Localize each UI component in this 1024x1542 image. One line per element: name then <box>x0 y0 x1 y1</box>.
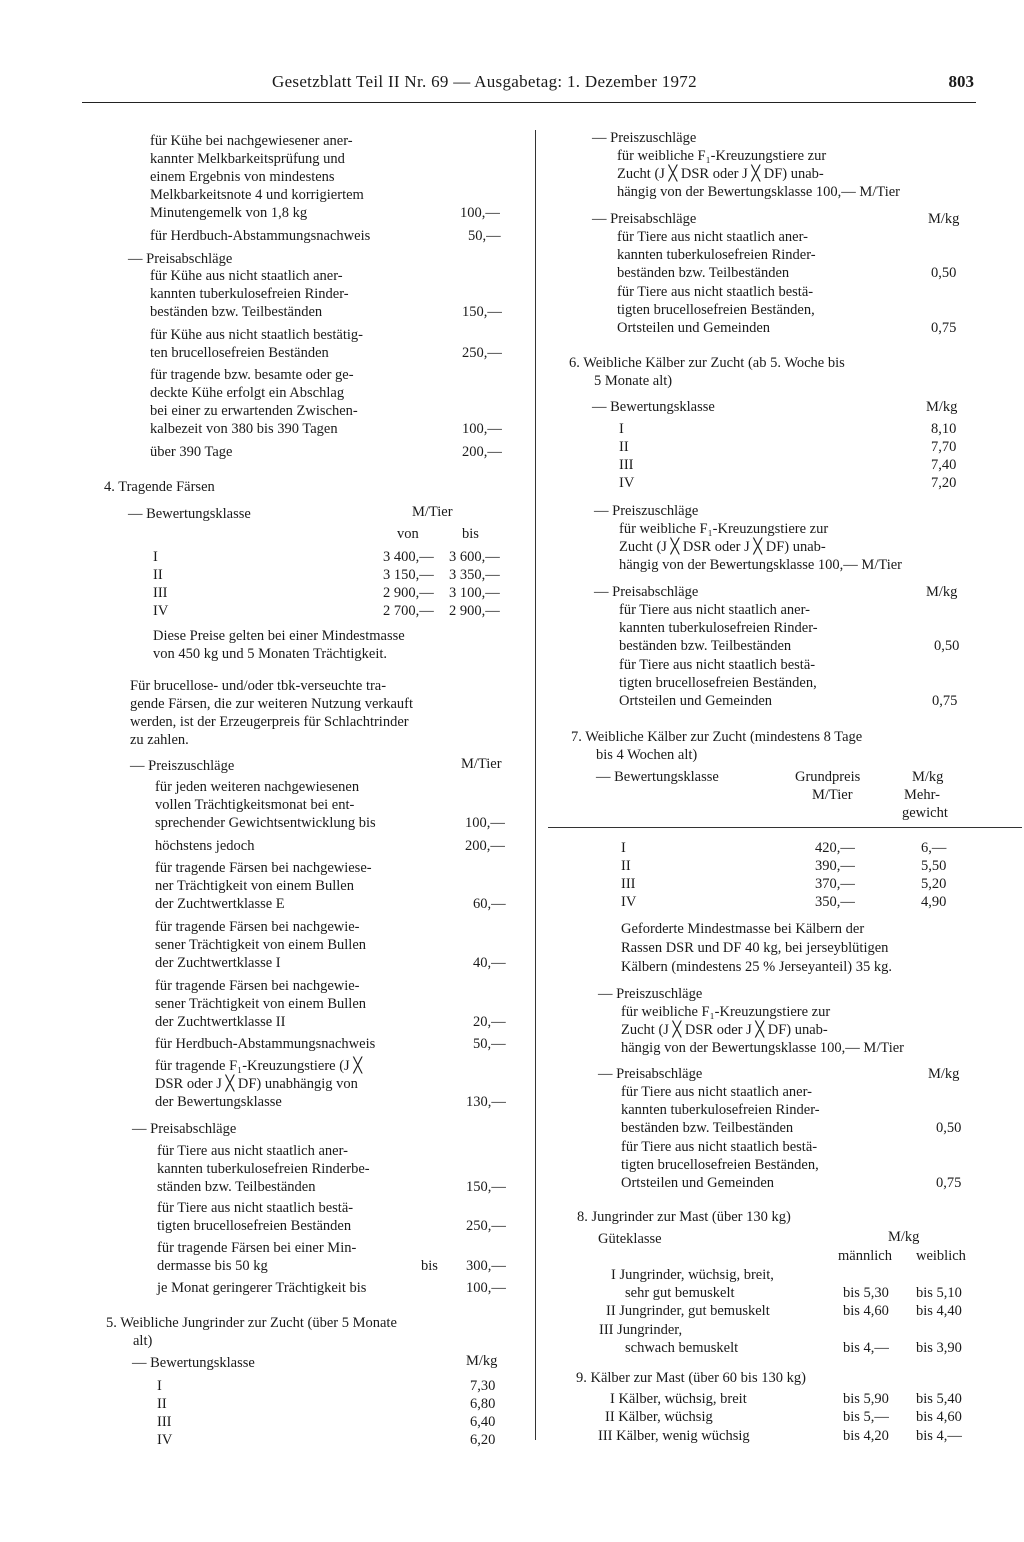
unit-label: M/kg <box>926 399 958 415</box>
unit-label: M/kg <box>928 1066 960 1082</box>
grade-label: I Jungrinder, wüchsig, breit, <box>611 1267 774 1283</box>
text-line: für Tiere aus nicht staatlich bestä- <box>619 657 816 673</box>
price-from: 2 700,— <box>383 603 434 619</box>
text-line: für Tiere aus nicht staatlich aner- <box>619 602 810 618</box>
column-label: Mehr- <box>904 787 940 803</box>
text-line: für weibliche F₁-Kreuzungstiere zur <box>619 521 829 537</box>
text-line: für tragende bzw. besamte oder ge- <box>150 367 354 383</box>
price-female: bis 4,— <box>916 1428 962 1444</box>
column-label: M/kg <box>912 769 944 785</box>
text-line: für tragende Färsen bei einer Min- <box>157 1240 357 1256</box>
price-male: bis 4,— <box>843 1340 889 1356</box>
text-line: kannten tuberkulosefreien Rinder- <box>621 1102 820 1118</box>
price-female: bis 4,60 <box>916 1409 962 1425</box>
text-line: für tragende Färsen bei nachgewie- <box>155 919 360 935</box>
grade-label: III Kälber, wenig wüchsig <box>598 1428 750 1444</box>
price-value: 7,30 <box>470 1378 496 1394</box>
price-value: 100,— <box>462 421 502 437</box>
text-line: beständen bzw. Teilbeständen <box>617 265 790 281</box>
page-number: 803 <box>948 72 974 91</box>
price-value: 100,— <box>460 205 500 221</box>
class-label: I <box>621 840 626 856</box>
class-label: I <box>157 1378 162 1394</box>
text-line: kannten tuberkulosefreien Rinderbe- <box>157 1161 370 1177</box>
price-value: 420,— <box>815 840 855 856</box>
price-value: 6,40 <box>470 1414 496 1430</box>
text-line: Ortsteilen und Gemeinden <box>621 1175 775 1191</box>
text-line: DSR oder J ╳ DF) unabhängig von <box>155 1076 358 1092</box>
text-line: für jeden weiteren nachgewiesenen <box>155 779 360 795</box>
price-value: 40,— <box>473 955 506 971</box>
price-value: 0,50 <box>934 638 960 654</box>
column-label: Güteklasse <box>598 1231 662 1247</box>
class-label: IV <box>157 1432 173 1448</box>
text-line: für tragende Färsen bei nachgewiese- <box>155 860 372 876</box>
text-line: tigten brucellosefreien Beständen <box>157 1218 352 1234</box>
paragraph-line: zu zahlen. <box>130 732 189 748</box>
text-line: hängig von der Bewertungsklasse 100,— M/Tier <box>621 1040 904 1056</box>
text-line: für Tiere aus nicht staatlich aner- <box>617 229 808 245</box>
class-label: II <box>619 439 629 455</box>
section-heading: 4. Tragende Färsen <box>104 479 215 495</box>
section-heading: 9. Kälber zur Mast (über 60 bis 130 kg) <box>576 1370 806 1386</box>
price-value: 390,— <box>815 858 855 874</box>
price-to: 3 600,— <box>449 549 500 565</box>
text-line: kannten tuberkulosefreien Rinder- <box>150 286 349 302</box>
price-value: 370,— <box>815 876 855 892</box>
price-value: 60,— <box>473 896 506 912</box>
text-line: beständen bzw. Teilbeständen <box>619 638 792 654</box>
class-label: II <box>153 567 163 583</box>
section-heading: 5. Weibliche Jungrinder zur Zucht (über 5 Monate <box>106 1315 397 1331</box>
unit-label: M/kg <box>928 211 960 227</box>
price-value: 50,— <box>468 228 501 244</box>
price-value: 0,75 <box>936 1175 962 1191</box>
subheading: — Preiszuschläge <box>592 130 697 146</box>
class-label: IV <box>619 475 635 491</box>
price-value: 6,20 <box>470 1432 496 1448</box>
text-line: für Tiere aus nicht staatlich bestä- <box>157 1200 354 1216</box>
subheading: — Bewertungsklasse <box>596 769 719 785</box>
price-value: 0,50 <box>931 265 957 281</box>
text-line: dermasse bis 50 kg <box>157 1258 268 1274</box>
text-line: tigten brucellosefreien Beständen, <box>621 1157 819 1173</box>
text-line: für weibliche F₁-Kreuzungstiere zur <box>621 1004 831 1020</box>
text-line: Minutengemelk von 1,8 kg <box>150 205 308 221</box>
subheading: — Bewertungsklasse <box>132 1355 255 1371</box>
price-female: bis 5,10 <box>916 1285 962 1301</box>
grade-label: II Jungrinder, gut bemuskelt <box>606 1303 770 1319</box>
text-line: hängig von der Bewertungsklasse 100,— M/Tier <box>619 557 902 573</box>
price-value: 7,40 <box>931 457 957 473</box>
text-line: vollen Trächtigkeitsmonat bei ent- <box>155 797 355 813</box>
price-male: bis 4,20 <box>843 1428 889 1444</box>
class-label: III <box>153 585 168 601</box>
text-line: kannten tuberkulosefreien Rinder- <box>617 247 816 263</box>
text-line: ten brucellosefreien Beständen <box>150 345 329 361</box>
unit-label: M/Tier <box>461 756 502 772</box>
column-label: bis <box>462 526 479 542</box>
unit-label: M/kg <box>888 1229 920 1245</box>
price-value: 8,10 <box>931 421 957 437</box>
column-divider <box>535 130 536 1440</box>
text-line: für Tiere aus nicht staatlich aner- <box>621 1084 812 1100</box>
price-value: 250,— <box>466 1218 506 1234</box>
price-to: 3 100,— <box>449 585 500 601</box>
text-line: deckte Kühe erfolgt ein Abschlag <box>150 385 345 401</box>
price-value: 0,75 <box>931 320 957 336</box>
gazette-title: Gesetzblatt Teil II Nr. 69 — Ausgabetag: 1. Dezember 1972 <box>272 72 697 91</box>
price-value: 0,50 <box>936 1120 962 1136</box>
section-heading: bis 4 Wochen alt) <box>596 747 698 763</box>
subheading: — Preiszuschläge <box>598 986 703 1002</box>
column-label: Grundpreis <box>795 769 861 785</box>
price-female: bis 4,40 <box>916 1303 962 1319</box>
price-value: 350,— <box>815 894 855 910</box>
price-value: 100,— <box>466 1280 506 1296</box>
subheading: — Preisabschläge <box>132 1121 237 1137</box>
section-heading: 8. Jungrinder zur Mast (über 130 kg) <box>577 1209 791 1225</box>
price-value: 130,— <box>466 1094 506 1110</box>
price-male: bis 5,90 <box>843 1391 889 1407</box>
grade-label: sehr gut bemuskelt <box>625 1285 735 1301</box>
unit-label: M/Tier <box>412 504 453 520</box>
text-line: für Kühe aus nicht staatlich aner- <box>150 268 343 284</box>
subheading: — Preisabschläge <box>598 1066 703 1082</box>
price-female: bis 3,90 <box>916 1340 962 1356</box>
text-line: einem Ergebnis von mindestens <box>150 169 335 185</box>
price-value: 4,90 <box>921 894 947 910</box>
text-line: beständen bzw. Teilbeständen <box>150 304 323 320</box>
text-line: der Zuchtwertklasse II <box>155 1014 286 1030</box>
text-line: der Bewertungsklasse <box>155 1094 282 1110</box>
text-line: bis <box>421 1258 438 1274</box>
text-line: kannter Melkbarkeitsprüfung und <box>150 151 345 167</box>
column-label: von <box>397 526 419 542</box>
text-line: tigten brucellosefreien Beständen, <box>617 302 815 318</box>
text-line: über 390 Tage <box>150 444 233 460</box>
subheading: — Bewertungsklasse <box>128 506 251 522</box>
text-line: Zucht (J ╳ DSR oder J ╳ DF) unab- <box>619 539 826 555</box>
class-label: II <box>157 1396 167 1412</box>
text-line: der Zuchtwertklasse I <box>155 955 281 971</box>
price-male: bis 5,— <box>843 1409 889 1425</box>
text-line: für tragende F₁-Kreuzungstiere (J ╳ <box>155 1058 363 1074</box>
class-label: II <box>621 858 631 874</box>
price-value: 150,— <box>466 1179 506 1195</box>
price-male: bis 4,60 <box>843 1303 889 1319</box>
text-line: für Tiere aus nicht staatlich bestä- <box>621 1139 818 1155</box>
note-line: Diese Preise gelten bei einer Mindestmasse <box>153 628 405 644</box>
text-line: hängig von der Bewertungsklasse 100,— M/Tier <box>617 184 900 200</box>
text-line: beständen bzw. Teilbeständen <box>621 1120 794 1136</box>
subheading: — Bewertungsklasse <box>592 399 715 415</box>
text-line: der Zuchtwertklasse E <box>155 896 285 912</box>
price-value: 100,— <box>465 815 505 831</box>
price-value: 7,70 <box>931 439 957 455</box>
price-from: 3 400,— <box>383 549 434 565</box>
subheading: — Preisabschläge <box>594 584 699 600</box>
text-line: für Herdbuch-Abstammungsnachweis <box>155 1036 376 1052</box>
unit-label: M/kg <box>466 1353 498 1369</box>
class-label: III <box>157 1414 172 1430</box>
price-value: 5,20 <box>921 876 947 892</box>
subheading: — Preiszuschläge <box>594 503 699 519</box>
price-value: 5,50 <box>921 858 947 874</box>
text-line: für Tiere aus nicht staatlich aner- <box>157 1143 348 1159</box>
subheading: — Preiszuschläge <box>130 758 235 774</box>
section-heading: 7. Weibliche Kälber zur Zucht (mindestens 8 Tage <box>571 729 863 745</box>
text-line: höchstens jedoch <box>155 838 255 854</box>
text-line: ner Trächtigkeit von einem Bullen <box>155 878 354 894</box>
subheading: — Preisabschläge <box>592 211 697 227</box>
price-value: 200,— <box>465 838 505 854</box>
column-label: M/Tier <box>812 787 853 803</box>
text-line: für weibliche F₁-Kreuzungstiere zur <box>617 148 827 164</box>
note-line: Geforderte Mindestmasse bei Kälbern der <box>621 921 865 937</box>
price-value: 250,— <box>462 345 502 361</box>
section-heading: 6. Weibliche Kälber zur Zucht (ab 5. Woche bis <box>569 355 845 371</box>
grade-label: I Kälber, wüchsig, breit <box>610 1391 747 1407</box>
column-label: gewicht <box>902 805 948 821</box>
text-line: Ortsteilen und Gemeinden <box>617 320 771 336</box>
price-value: 6,— <box>921 840 947 856</box>
price-value: 6,80 <box>470 1396 496 1412</box>
text-line: für Kühe bei nachgewiesener aner- <box>150 133 353 149</box>
note-line: Kälbern (mindestens 25 % Jerseyanteil) 35 kg. <box>621 959 892 975</box>
class-label: III <box>619 457 634 473</box>
class-label: I <box>153 549 158 565</box>
price-value: 300,— <box>466 1258 506 1274</box>
page-header <box>82 70 976 103</box>
text-line: Zucht (J ╳ DSR oder J ╳ DF) unab- <box>617 166 824 182</box>
paragraph-line: werden, ist der Erzeugerpreis für Schlachtrinder <box>130 714 409 730</box>
column-label: männlich <box>838 1248 892 1264</box>
price-female: bis 5,40 <box>916 1391 962 1407</box>
price-value: 50,— <box>473 1036 506 1052</box>
text-line: je Monat geringerer Trächtigkeit bis <box>157 1280 367 1296</box>
price-value: 150,— <box>462 304 502 320</box>
class-label: I <box>619 421 624 437</box>
section-heading: 5 Monate alt) <box>594 373 673 389</box>
price-to: 3 350,— <box>449 567 500 583</box>
section-heading: alt) <box>133 1333 153 1349</box>
text-line: sener Trächtigkeit von einem Bullen <box>155 996 367 1012</box>
class-label: III <box>621 876 636 892</box>
text-line: Ortsteilen und Gemeinden <box>619 693 773 709</box>
price-value: 20,— <box>473 1014 506 1030</box>
text-line: tigten brucellosefreien Beständen, <box>619 675 817 691</box>
class-label: IV <box>621 894 637 910</box>
price-value: 0,75 <box>932 693 958 709</box>
note-line: von 450 kg und 5 Monaten Trächtigkeit. <box>153 646 388 662</box>
class-label: IV <box>153 603 169 619</box>
table-rule <box>548 827 1022 828</box>
text-line: kalbezeit von 380 bis 390 Tagen <box>150 421 338 437</box>
text-line: für tragende Färsen bei nachgewie- <box>155 978 360 994</box>
text-line: Melkbarkeitsnote 4 und korrigiertem <box>150 187 364 203</box>
note-line: Rassen DSR und DF 40 kg, bei jerseyblütigen <box>621 940 889 956</box>
paragraph-line: Für brucellose- und/oder tbk-verseuchte tra- <box>130 678 387 694</box>
text-line: bei einer zu erwartenden Zwischen- <box>150 403 358 419</box>
text-line: für Kühe aus nicht staatlich bestätig- <box>150 327 364 343</box>
text-line: Zucht (J ╳ DSR oder J ╳ DF) unab- <box>621 1022 828 1038</box>
column-label: weiblich <box>916 1248 966 1264</box>
text-line: sprechender Gewichtsentwicklung bis <box>155 815 376 831</box>
text-line: kannten tuberkulosefreien Rinder- <box>619 620 818 636</box>
price-from: 2 900,— <box>383 585 434 601</box>
unit-label: M/kg <box>926 584 958 600</box>
price-from: 3 150,— <box>383 567 434 583</box>
price-value: 200,— <box>462 444 502 460</box>
paragraph-line: gende Färsen, die zur weiteren Nutzung verkauft <box>130 696 414 712</box>
price-to: 2 900,— <box>449 603 500 619</box>
grade-label: II Kälber, wüchsig <box>605 1409 713 1425</box>
grade-label: schwach bemuskelt <box>625 1340 739 1356</box>
text-line: für Herdbuch-Abstammungsnachweis <box>150 228 371 244</box>
text-line: für Tiere aus nicht staatlich bestä- <box>617 284 814 300</box>
text-line: ständen bzw. Teilbeständen <box>157 1179 316 1195</box>
subheading: — Preisabschläge <box>128 251 233 267</box>
price-value: 7,20 <box>931 475 957 491</box>
grade-label: III Jungrinder, <box>599 1322 683 1338</box>
text-line: sener Trächtigkeit von einem Bullen <box>155 937 367 953</box>
price-male: bis 5,30 <box>843 1285 889 1301</box>
